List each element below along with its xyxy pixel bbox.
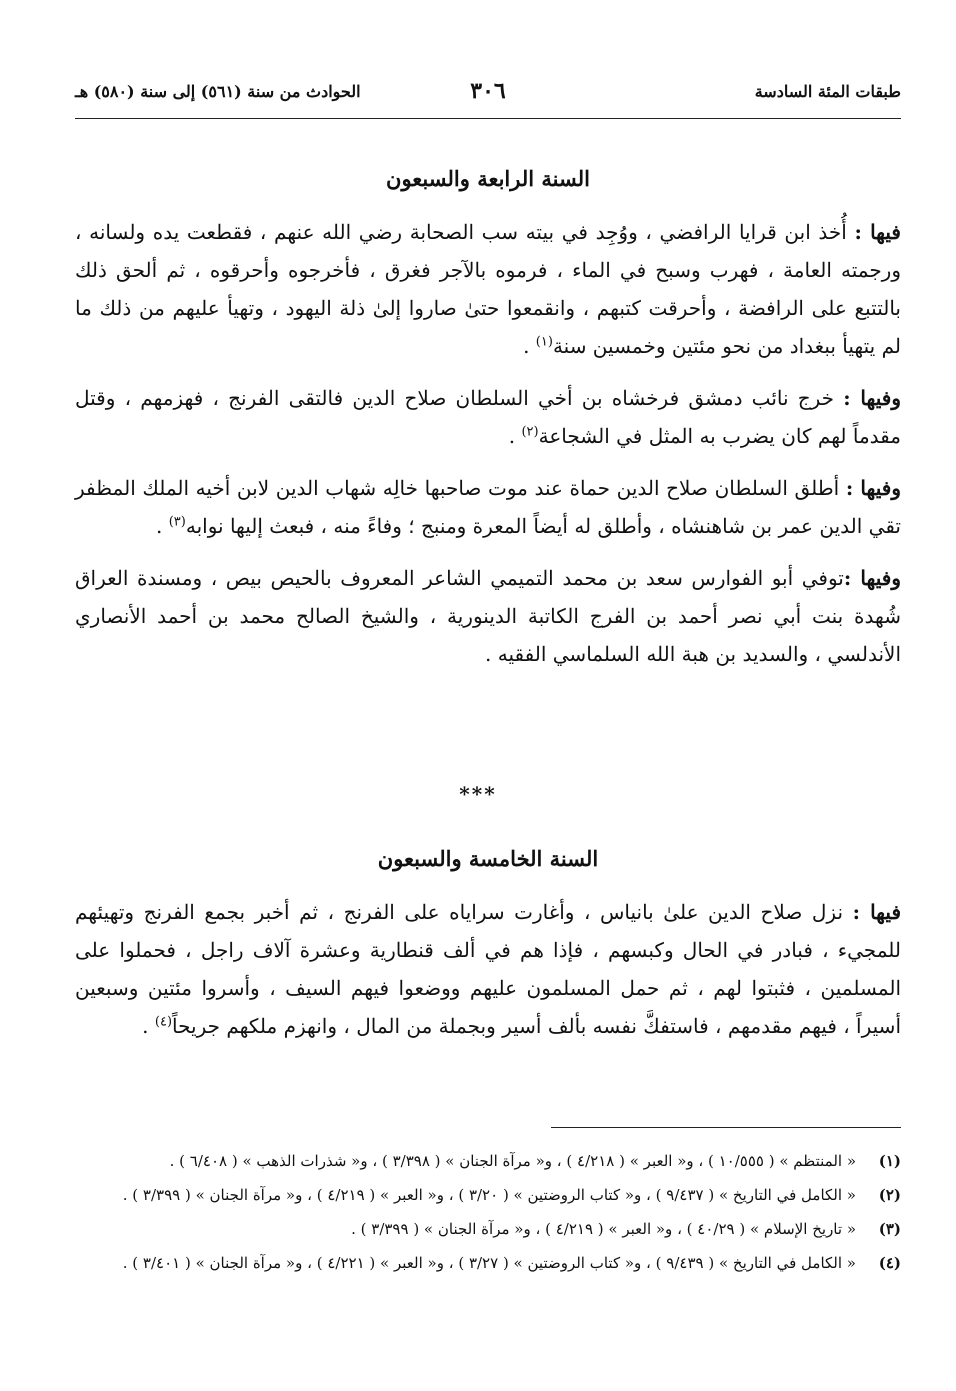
paragraph-text: خرج نائب دمشق فرخشاه بن أخي السلطان صلاح الدين فالتقى الفرنج ، فهزمهم ، وقتل مقدماً لهم كان يضرب به المثل في الشجاعة [75,386,901,448]
footnote-text: « تاريخ الإسلام » ( ٤٠/٢٩ ) ، و« العبر » ( ٤/٢١٩ ) ، و« مرآة الجنان » ( ٣/٣٩٩ ) . [351,1220,856,1238]
paragraph-lead: فيها : [852,900,901,924]
footnote-marker[interactable]: (١) [535,334,553,350]
paragraph-text: توفي أبو الفوارس سعد بن محمد التميمي الشاعر المعروف بالحيص بيص ، ومسندة العراق شُهدة بنت أبي نصر أحمد بن الفرج الكاتبة الدينورية ، والشيخ الصالح محمد بن أحمد الأنصاري الأندلسي ، والسديد بن هبة الله السلماسي الفقيه . [75,566,902,666]
footnote-text: « المنتظم » ( ١٠/٥٥٥ ) ، و« العبر » ( ٤/٢١٨ ) ، و« مرآة الجنان » ( ٣/٣٩٨ ) ، و« شذرات الذهب » ( ٦/٤٠٨ ) . [169,1152,856,1170]
paragraph-tail: . [523,334,536,358]
section-separator: *** [459,782,497,806]
footnote-text: « الكامل في التاريخ » ( ٩/٤٣٩ ) ، و« كتاب الروضتين » ( ٣/٢٧ ) ، و« العبر » ( ٤/٢٢١ ) ، و« مرآة الجنان » ( ٣/٤٠١ ) . [122,1254,856,1272]
footnote-item [75,1180,901,1210]
paragraph-lead: وفيها : [845,476,901,500]
paragraph-text: نزل صلاح الدين علىٰ بانياس ، وأغارت سراياه على الفرنج ، ثم أخبر بجمع الفرنج وتهيئهم للمجيء ، فبادر في الحال وكبسهم ، فإذا هم في ألف قنطارية وعشرة آلاف راجل ، فحملوا على المسلمين ، فثبتوا لهم ، ثم حمل المسلمون عليهم ووضعوا فيهم السيف ، وأسروا مئتين وسبعين أسيراً ، فيهم مقدمهم ، فاستفكَّ نفسه بألف أسير وبجملة من المال ، وانهزم ملكهم جريحاً [75,900,901,1038]
footnote-number: (٢) [878,1186,901,1204]
footnote-item [75,1146,901,1176]
paragraph-tail: . [508,424,522,448]
footnote-marker[interactable]: (٤) [154,1014,173,1030]
paragraph-tail: . [142,1014,155,1038]
header-divider [75,118,901,119]
section-heading-year-74: السنة الرابعة والسبعون [386,166,590,191]
footnote-text: « الكامل في التاريخ » ( ٩/٤٣٧ ) ، و« كتاب الروضتين » ( ٣/٢٠ ) ، و« العبر » ( ٤/٢١٩ ) ، و« مرآة الجنان » ( ٣/٣٩٩ ) . [122,1186,856,1204]
footnote-divider [551,1127,901,1128]
paragraph-lead: فيها : [854,220,901,244]
paragraph-text: أطلق السلطان صلاح الدين حماة عند موت صاحبها خالِه شهاب الدين لابن أخيه الملك المظفر تقي الدين عمر بن شاهنشاه ، وأطلق له أيضاً المعرة ومنبج ؛ وفاءً منه ، فبعث إليها نوابه [75,476,901,538]
paragraph [75,469,901,545]
footnote-number: (٣) [878,1220,901,1238]
book-section-title: طبقات المئة السادسة [754,82,901,101]
paragraph-lead: وفيها : [843,386,901,410]
running-header [75,80,901,114]
section-body-year-74 [75,213,901,673]
footnote-item [75,1248,901,1278]
footnote-marker[interactable]: (٢) [521,424,539,440]
footnote-number: (٤) [878,1254,901,1272]
section-body-year-75 [75,893,901,1045]
footnotes [75,1146,901,1282]
paragraph [75,559,901,673]
footnote-number: (١) [878,1152,901,1170]
paragraph-tail: . [155,514,169,538]
footnote-marker[interactable]: (٣) [168,514,186,530]
paragraph-text: أُخذ ابن قرايا الرافضي ، ووُجِد في بيته سب الصحابة رضي الله عنهم ، فقطعت يده ولسانه ، ورجمته العامة ، فهرب وسبح في الماء ، فرموه بالآجر فغرق ، فأخرجوه وأحرقوه ، ثم ألحق ذلك بالتتبع على الرافضة ، وأحرقت كتبهم ، وانقمعوا حتىٰ صاروا إلىٰ ذلة اليهود ، وتهيأ عليهم من ذلك ما لم يتهيأ ببغداد من نحو مئتين وخمسين سنة [75,220,901,358]
footnote-item [75,1214,901,1244]
page-number: ٣٠٦ [470,78,506,104]
section-heading-year-75: السنة الخامسة والسبعون [377,846,599,871]
chapter-range-title: الحوادث من سنة (٥٦١) إلى سنة (٥٨٠) هـ [75,82,361,101]
paragraph [75,213,901,365]
paragraph [75,379,901,455]
paragraph [75,893,901,1045]
paragraph-lead: وفيها : [843,566,901,590]
